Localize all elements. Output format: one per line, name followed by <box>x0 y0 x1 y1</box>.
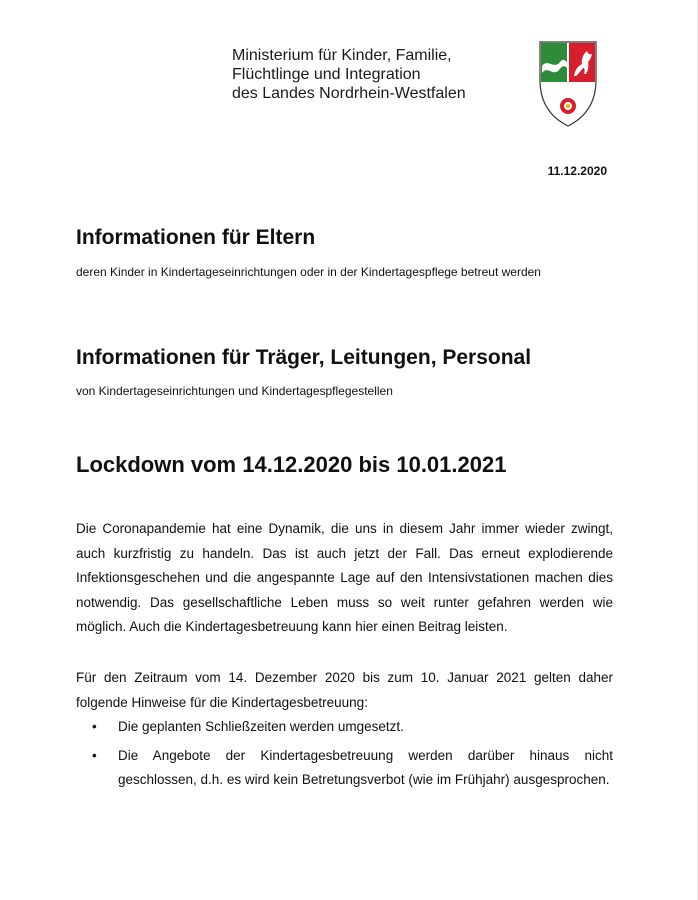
guidance-list <box>76 715 613 797</box>
heading-providers: Informationen für Träger, Leitungen, Personal <box>76 346 532 369</box>
paragraph-period: Für den Zeitraum vom 14. Dezember 2020 bis zum 10. Januar 2021 gelten daher folgende Hinweise für die Kindertagesbetreuung: <box>76 670 613 710</box>
nrw-coat-of-arms-icon <box>538 40 598 128</box>
ministry-line-2: Flüchtlinge und Integration <box>232 66 421 83</box>
bullet-icon: • <box>92 719 97 734</box>
heading-parents: Informationen für Eltern <box>76 226 316 249</box>
ministry-line-1: Ministerium für Kinder, Familie, <box>232 47 452 64</box>
subtitle-parents: deren Kinder in Kindertageseinrichtungen oder in der Kindertagespflege betreut werden <box>76 265 541 279</box>
list-item <box>76 715 613 740</box>
ministry-line-3: des Landes Nordrhein-Westfalen <box>232 85 466 102</box>
subtitle-providers: von Kindertageseinrichtungen und Kindertagespflegestellen <box>76 384 393 398</box>
ministry-name <box>232 46 532 103</box>
paragraph-intro: Die Coronapandemie hat eine Dynamik, die uns in diesem Jahr immer wieder zwingt, auch kurzfristig zu handeln. Das ist auch jetzt der Fall. Das erneut explodierende Infektionsgeschehen und die angespannte Lage auf den Intensivstationen machen dies notwendig. Das gesellschaftliche Leben muss so weit runter gefahren werden wie möglich. Auch die Kindertagesbetreuung kann hier einen Beitrag leisten. <box>76 521 613 634</box>
list-item-text: Die Angebote der Kindertagesbetreuung werden darüber hinaus nicht geschlossen, d.h. es wird kein Betretungsverbot (wie im Frühjahr) ausgesprochen. <box>118 747 613 787</box>
document-date: 11.12.2020 <box>547 164 607 178</box>
list-item-text: Die geplanten Schließzeiten werden umgesetzt. <box>118 719 404 734</box>
heading-lockdown: Lockdown vom 14.12.2020 bis 10.01.2021 <box>76 452 507 477</box>
bullet-icon: • <box>92 747 97 763</box>
list-item <box>76 744 613 793</box>
